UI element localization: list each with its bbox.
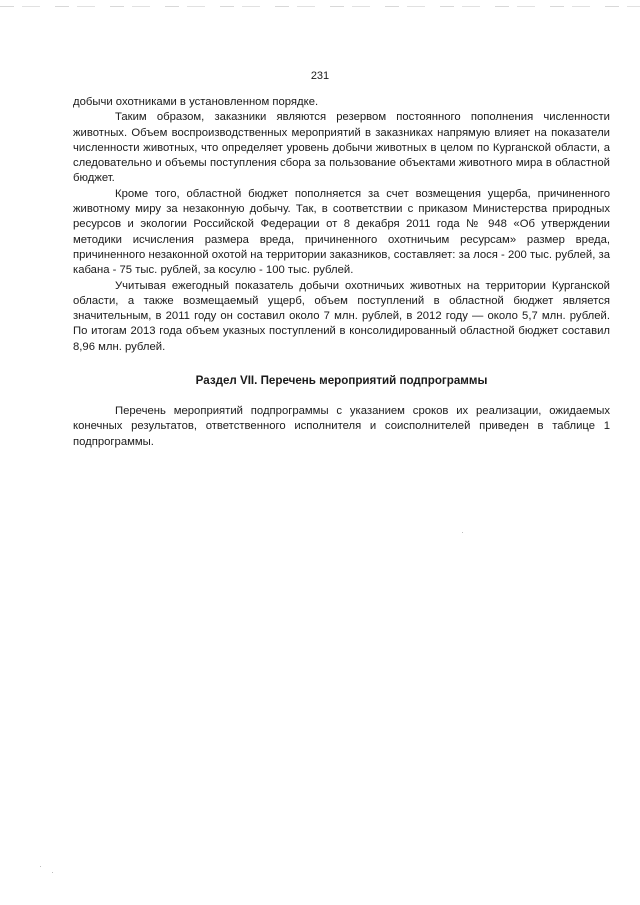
scan-speck	[462, 532, 463, 533]
scan-speck	[52, 872, 53, 873]
paragraph-continuation: добычи охотниками в установленном порядке.	[73, 96, 319, 108]
scan-speck	[40, 866, 41, 867]
scan-artifact-line	[0, 6, 640, 7]
paragraph-damage-compensation: Кроме того, областной бюджет пополняется за счет возмещения ущерба, причиненного животному миру за незаконную добычу. Так, в соответствии с приказом Министерства природных ресурсов и экологии Российской Федерации от 8 декабря 2011 года № 948 «Об утверждении методики исчисления размера вреда, причиненного охотничьим ресурсам» размер вреда, причиненного незаконной охотой на территории заказников, составляет: за лося - 200 тыс. рублей, за кабана - 75 тыс. рублей, за косулю - 100 тыс. рублей.	[73, 187, 610, 277]
paragraph-measures-list: Перечень мероприятий подпрограммы с указанием сроков их реализации, ожидаемых конечных результатов, ответственного исполнителя и соисполнителей приведен в таблице 1 подпрограммы.	[73, 405, 610, 448]
paragraph-reserves: Таким образом, заказники являются резервом постоянного пополнения численности животных. Объем воспроизводственных мероприятий в заказниках напрямую влияет на показатели численности животных, что определяет уровень добычи животных в целом по Курганской области, а следовательно и объемы поступления сбора за пользование объектами животного мира в областной бюджет.	[73, 111, 610, 185]
paragraph-budget-revenue: Учитывая ежегодный показатель добычи охотничьих животных на территории Курганской области, а также возмещаемый ущерб, объем поступлений в областной бюджет является значительным, в 2011 году он составил около 7 млн. рублей, в 2012 году — около 5,7 млн. рублей. По итогам 2013 года объем указных поступлений в консолидированный областной бюджет составил 8,96 млн. рублей.	[73, 279, 610, 353]
document-body	[73, 95, 610, 450]
page-number: 231	[310, 70, 330, 82]
section-title: Раздел VII. Перечень мероприятий подпрограммы	[195, 374, 488, 388]
